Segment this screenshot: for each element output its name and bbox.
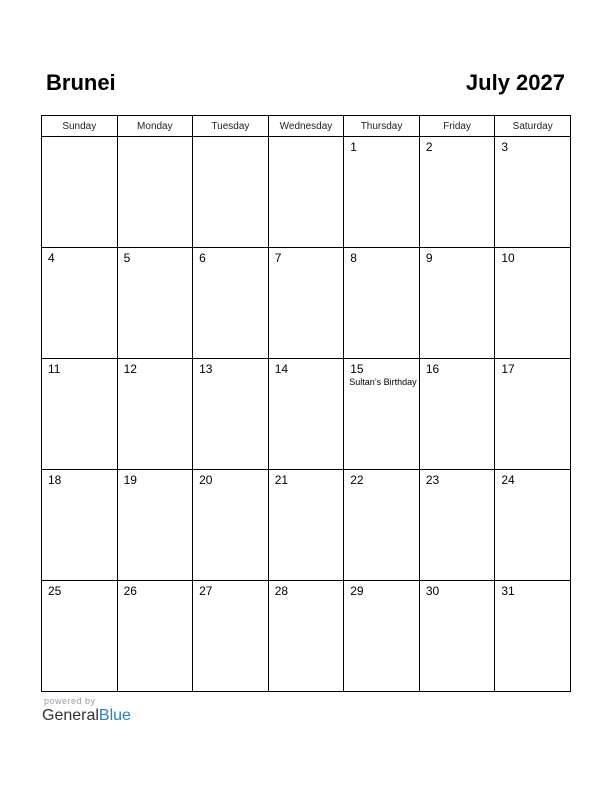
day-number: 22: [350, 473, 364, 487]
day-number: 19: [123, 473, 137, 487]
day-cell: [344, 137, 420, 248]
day-cell: [344, 581, 420, 692]
day-cell: [344, 470, 420, 581]
day-number: 11: [48, 362, 61, 376]
day-number: 21: [274, 473, 289, 487]
day-cell: [117, 248, 193, 359]
day-number: [269, 137, 344, 140]
day-number: 29: [350, 584, 364, 598]
day-number: 1: [350, 140, 357, 154]
week-row-1: [42, 137, 571, 248]
day-number: 4: [48, 251, 55, 265]
day-cell: [42, 470, 118, 581]
week-row-5: [42, 581, 571, 692]
day-number: 12: [123, 362, 137, 376]
day-cell: [42, 359, 118, 470]
day-number: 2: [425, 140, 433, 154]
day-cell: [495, 470, 571, 581]
weekday-saturday: Saturday: [495, 116, 571, 137]
day-cell: [42, 581, 118, 692]
day-cell: [117, 137, 193, 248]
day-cell: [495, 248, 571, 359]
calendar-grid: [41, 115, 571, 692]
day-number: 26: [123, 584, 137, 598]
day-cell: [193, 470, 269, 581]
brand-footer[interactable]: [42, 696, 131, 725]
day-number: 5: [123, 251, 131, 265]
day-cell: [495, 581, 571, 692]
day-number: 13: [199, 362, 213, 376]
day-number: 10: [501, 251, 515, 265]
day-number: 23: [425, 473, 440, 487]
weekday-monday: Monday: [117, 116, 193, 137]
day-number: 14: [274, 362, 289, 376]
weekday-friday: Friday: [419, 116, 495, 137]
week-row-4: [42, 470, 571, 581]
day-cell: [419, 470, 495, 581]
day-number: 7: [274, 251, 282, 265]
day-number: 27: [199, 584, 213, 598]
day-cell: [268, 248, 344, 359]
day-cell: [419, 137, 495, 248]
day-cell: [268, 470, 344, 581]
weekday-thursday: Thursday: [344, 116, 420, 137]
day-cell: [42, 137, 118, 248]
day-cell: [117, 470, 193, 581]
day-cell: [193, 359, 269, 470]
day-cell: [419, 248, 495, 359]
country-title: Brunei: [46, 70, 116, 95]
day-cell: [495, 137, 571, 248]
powered-by-text: powered by: [44, 696, 96, 706]
day-cell: [268, 359, 344, 470]
month-year-title: July 2027: [465, 70, 565, 95]
day-cell: [344, 359, 420, 470]
holiday-label: Sultan’s Birthday: [349, 377, 417, 387]
day-cell: [42, 248, 118, 359]
day-number: 18: [48, 473, 62, 487]
week-row-2: [42, 248, 571, 359]
generalblue-logo: [42, 707, 131, 725]
day-cell: [495, 359, 571, 470]
day-cell: [193, 581, 269, 692]
day-number: [193, 137, 268, 140]
weekday-header-row: [42, 116, 571, 137]
day-number: [42, 137, 117, 140]
day-cell: [419, 359, 495, 470]
day-number: 30: [425, 584, 440, 598]
logo-general: General: [42, 707, 99, 724]
day-number: 28: [274, 584, 289, 598]
day-cell: [344, 248, 420, 359]
day-cell: [419, 581, 495, 692]
logo-blue: Blue: [98, 707, 131, 724]
day-number: 9: [425, 251, 433, 265]
day-cell: [117, 359, 193, 470]
weekday-sunday: Sunday: [42, 116, 118, 137]
day-number: 15: [350, 362, 364, 376]
day-number: 20: [199, 473, 213, 487]
day-number: 31: [501, 584, 515, 598]
weekday-wednesday: Wednesday: [268, 116, 344, 137]
day-cell: [268, 137, 344, 248]
day-number: 17: [501, 362, 515, 376]
day-cell: [268, 581, 344, 692]
day-number: 24: [501, 473, 515, 487]
day-number: 8: [350, 251, 357, 265]
week-row-3: [42, 359, 571, 470]
day-cell: [193, 248, 269, 359]
day-number: 6: [199, 251, 206, 265]
day-number: [118, 137, 193, 140]
day-number: 16: [425, 362, 440, 376]
day-cell: [117, 581, 193, 692]
day-cell: [193, 137, 269, 248]
day-number: 25: [48, 584, 62, 598]
weekday-tuesday: Tuesday: [193, 116, 269, 137]
day-number: 3: [501, 140, 509, 154]
